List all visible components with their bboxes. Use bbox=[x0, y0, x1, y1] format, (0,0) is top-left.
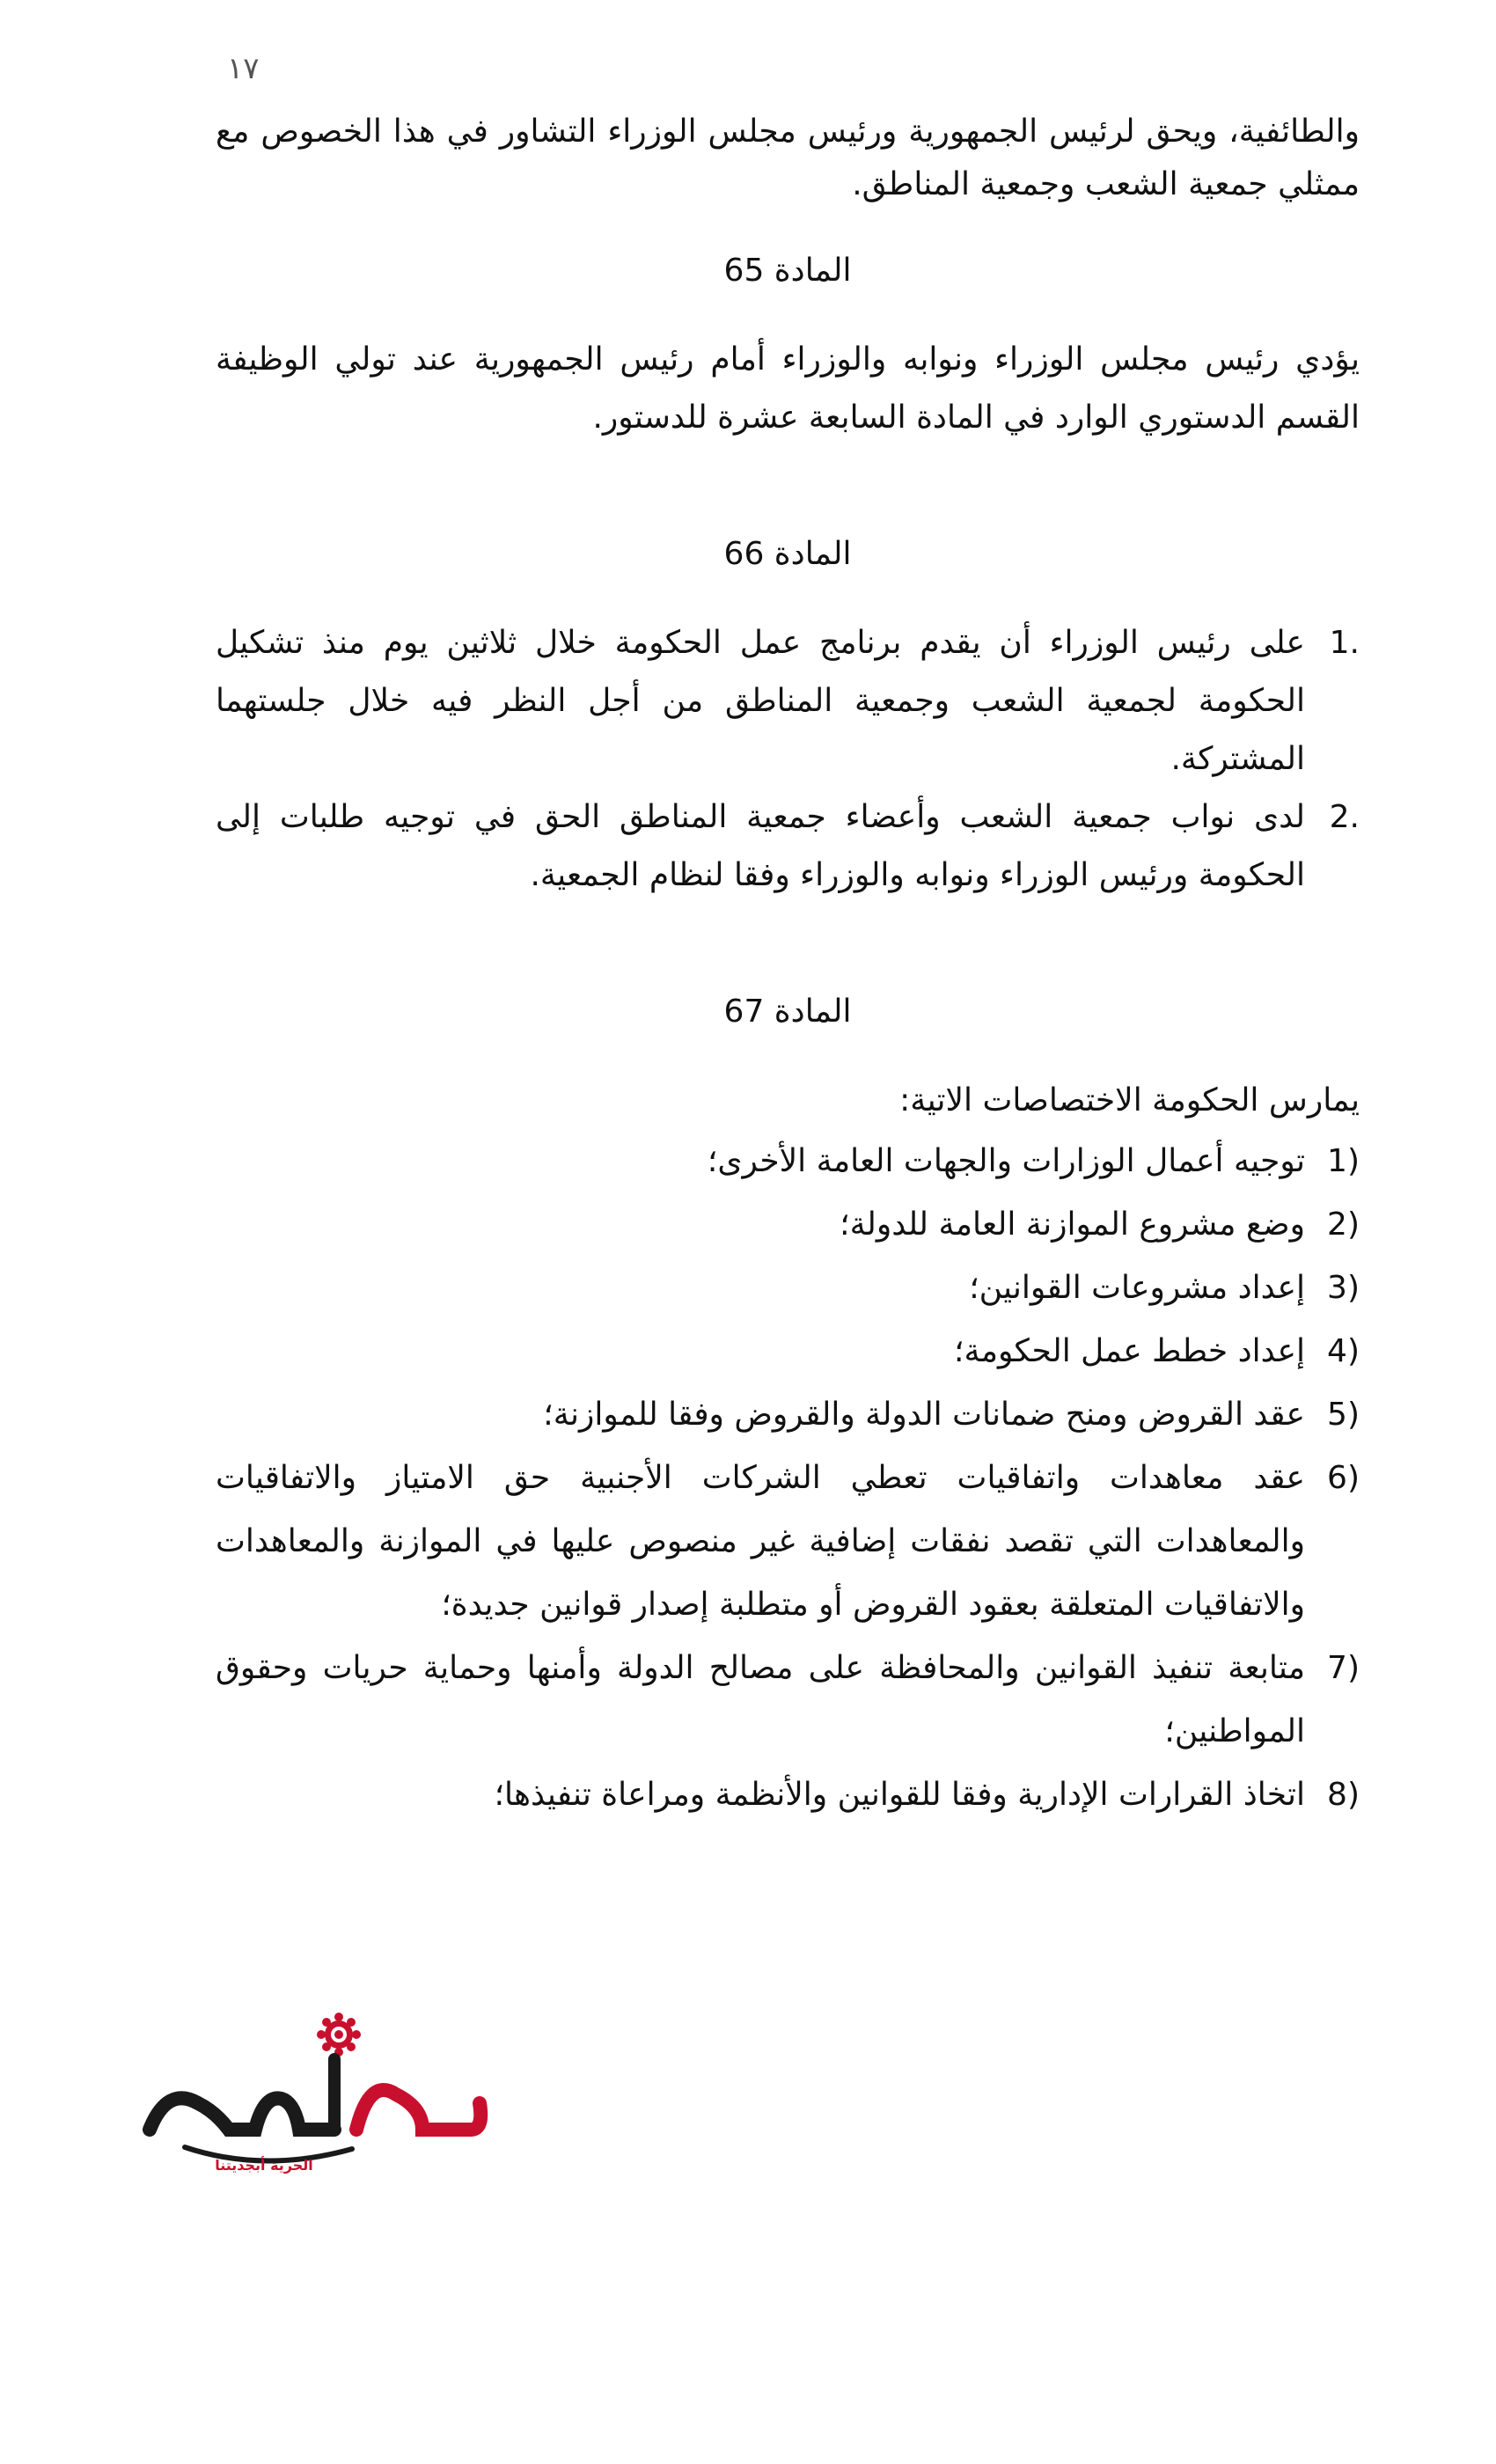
page-number: ١٧ bbox=[227, 51, 260, 86]
article-67-intro: يمارس الحكومة الاختصاصات الاتية: bbox=[899, 1082, 1360, 1118]
item-number: 6) bbox=[1327, 1460, 1360, 1496]
list-item bbox=[216, 614, 1360, 788]
item-text: على رئيس الوزراء أن يقدم برنامج عمل الحكومة خلال ثلاثين يوم منذ تشكيل الحكومة لجمعية الشعب وجمعية المناطق من أجل النظر فيه خلال جلستهما المشتركة. bbox=[216, 625, 1305, 777]
list-item bbox=[216, 1637, 1360, 1764]
item-text: توجيه أعمال الوزارات والجهات العامة الأخرى؛ bbox=[707, 1143, 1305, 1179]
article-67-heading: المادة 67 bbox=[723, 994, 852, 1030]
item-number: 2) bbox=[1327, 1206, 1360, 1243]
item-number: 8) bbox=[1327, 1777, 1360, 1813]
item-number: 3) bbox=[1327, 1270, 1360, 1306]
item-number: 1) bbox=[1327, 1143, 1360, 1179]
item-text: اتخاذ القرارات الإدارية وفقا للقوانين والأنظمة ومراعاة تنفيذها؛ bbox=[494, 1777, 1305, 1813]
item-text: وضع مشروع الموازنة العامة للدولة؛ bbox=[840, 1206, 1305, 1243]
list-item bbox=[216, 1193, 1360, 1257]
item-text: متابعة تنفيذ القوانين والمحافظة على مصالح الدولة وأمنها وحماية حريات وحقوق المواطنين؛ bbox=[216, 1650, 1305, 1749]
document-body bbox=[216, 106, 1360, 1827]
logo-graphic bbox=[132, 1998, 502, 2191]
item-text: عقد معاهدات واتفاقيات تعطي الشركات الأجنبية حق الامتياز والاتفاقيات والمعاهدات التي تقصد نفقات إضافية غير منصوص عليها في الموازنة والمعاهدات والاتفاقيات المتعلقة بعقود القروض أو متطلبة إصدار قوانين جديدة؛ bbox=[216, 1460, 1305, 1623]
list-item bbox=[216, 1130, 1360, 1193]
item-number: 1. bbox=[1329, 625, 1360, 661]
list-item bbox=[216, 1383, 1360, 1447]
list-item bbox=[216, 788, 1360, 905]
rosette-icon bbox=[317, 2013, 361, 2057]
article-67-list bbox=[216, 1130, 1360, 1827]
list-item bbox=[216, 1257, 1360, 1320]
item-number: 7) bbox=[1327, 1650, 1360, 1686]
article-65-body: يؤدي رئيس مجلس الوزراء ونوابه والوزراء أمام رئيس الجمهورية عند تولي الوظيفة القسم الدستوري الوارد في المادة السابعة عشرة للدستور. bbox=[216, 341, 1360, 436]
logo-title-text bbox=[261, 2111, 267, 2113]
item-number: 5) bbox=[1327, 1397, 1360, 1433]
item-text: عقد القروض ومنح ضمانات الدولة والقروض وفقا للموازنة؛ bbox=[543, 1397, 1305, 1433]
list-item bbox=[216, 1447, 1360, 1637]
item-text: لدى نواب جمعية الشعب وأعضاء جمعية المناطق الحق في توجيه طلبات إلى الحكومة ورئيس الوزراء ونوابه والوزراء وفقا لنظام الجمعية. bbox=[216, 799, 1305, 893]
article-66-heading: المادة 66 bbox=[723, 536, 852, 572]
zaman-alwasl-logo bbox=[132, 1998, 502, 2191]
logo-stroke-red bbox=[356, 2090, 480, 2130]
item-number: 2. bbox=[1329, 799, 1360, 835]
article-66-list bbox=[216, 614, 1360, 905]
item-number: 4) bbox=[1327, 1333, 1360, 1369]
continuation-paragraph: والطائفية، ويحق لرئيس الجمهورية ورئيس مجلس الوزراء التشاور في هذا الخصوص مع ممثلي جمعية الشعب وجمعية المناطق. bbox=[216, 114, 1360, 202]
article-65-heading: المادة 65 bbox=[723, 253, 852, 289]
item-text: إعداد خطط عمل الحكومة؛ bbox=[954, 1333, 1305, 1369]
list-item bbox=[216, 1320, 1360, 1383]
logo-tagline: الحرية أبجديتنا bbox=[215, 2157, 313, 2174]
item-text: إعداد مشروعات القوانين؛ bbox=[969, 1270, 1305, 1306]
logo-stroke-dark bbox=[150, 2098, 334, 2130]
list-item bbox=[216, 1764, 1360, 1827]
